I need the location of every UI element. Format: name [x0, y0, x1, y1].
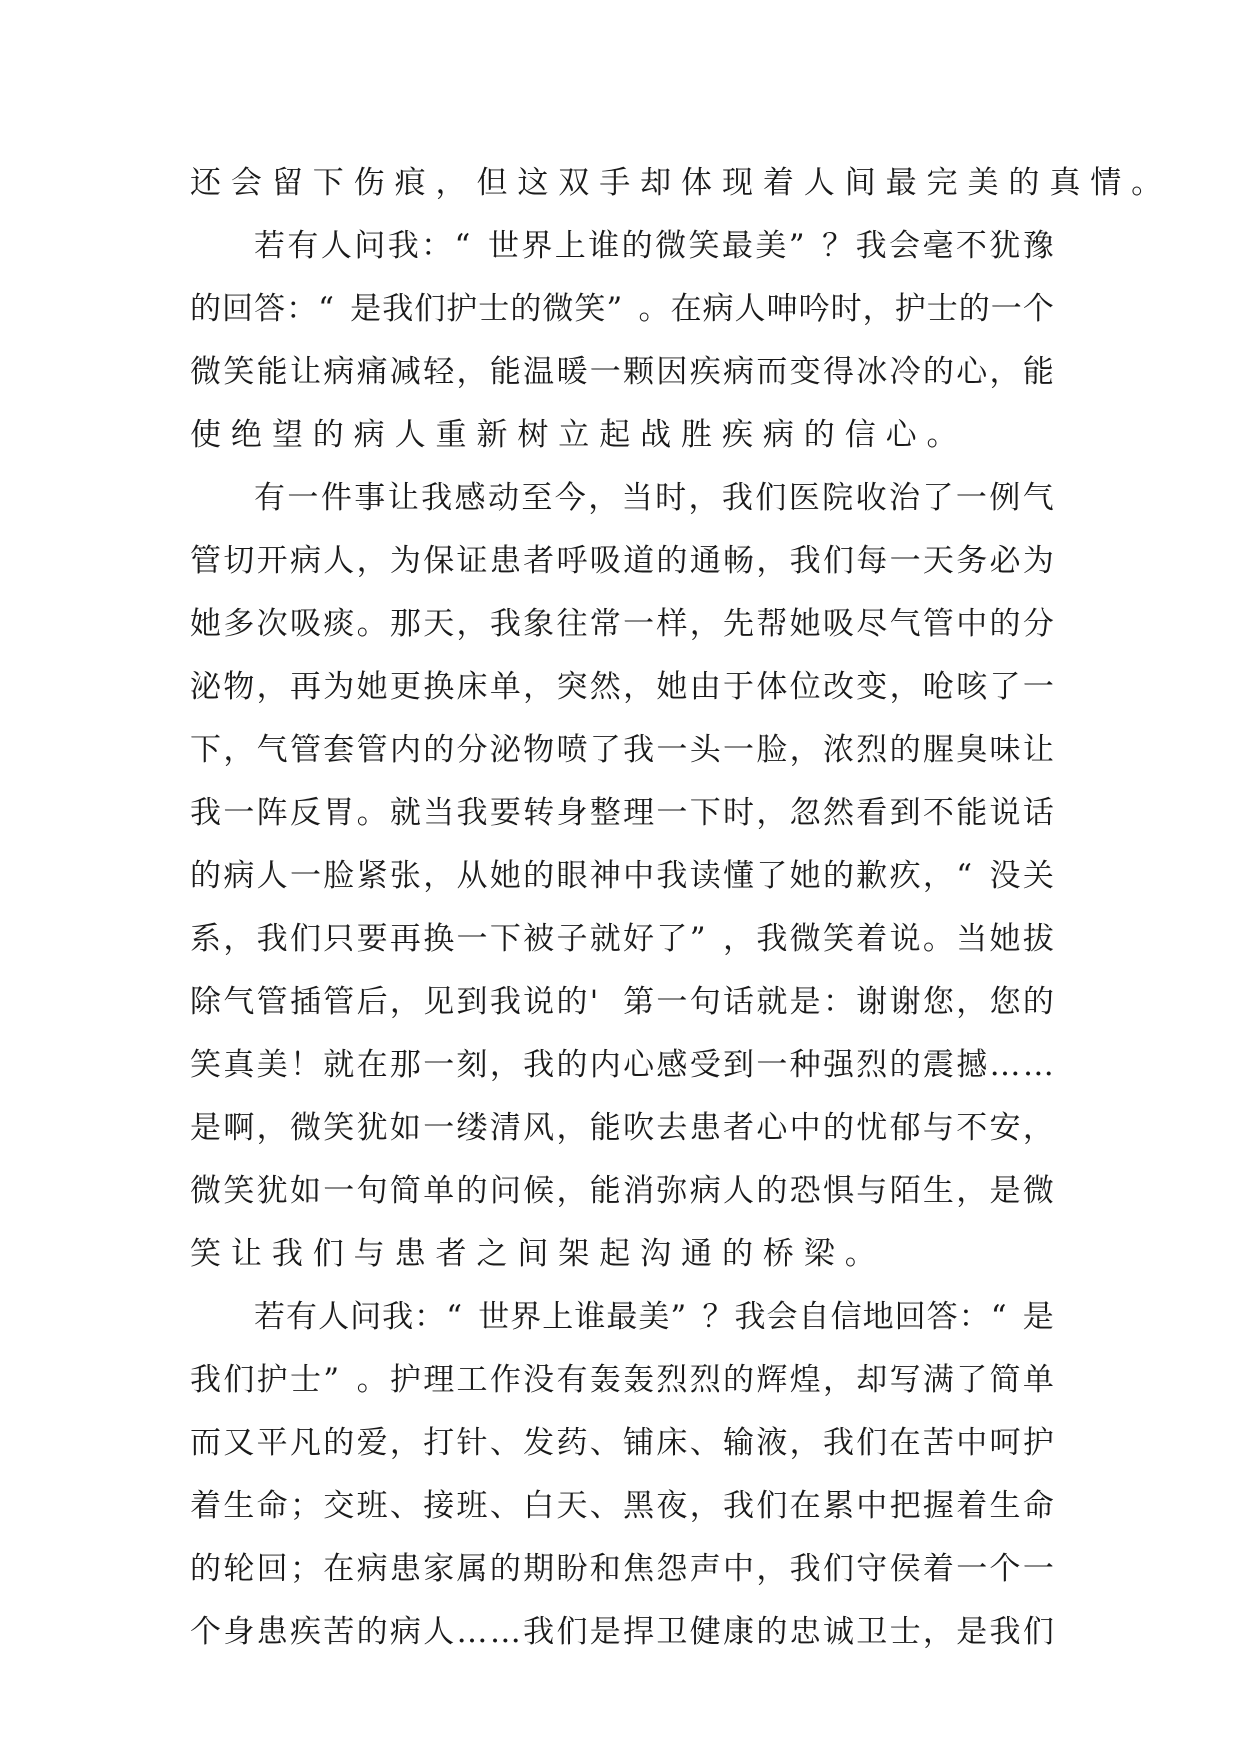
text-line: 微笑能让病痛减轻，能温暖一颗因疾病而变得冰冷的心，能 [190, 354, 1054, 390]
text-line: 的回答：“ 是我们护士的微笑” 。在病人呻吟时，护士的一个 [190, 291, 1054, 327]
text-line: 她多次吸痰。那天，我象往常一样，先帮她吸尽气管中的分 [190, 606, 1054, 642]
paragraph-first-line: 有一件事让我感动至今，当时，我们医院收治了一例气 [254, 480, 1054, 516]
text-line: 管切开病人，为保证患者呼吸道的通畅，我们每一天务必为 [190, 543, 1054, 579]
text-line: 除气管插管后，见到我说的' 第一句话就是：谢谢您，您的 [190, 984, 1054, 1020]
text-line: 还会留下伤痕，但这双手却体现着人间最完美的真情。 [190, 165, 1173, 201]
text-line: 微笑犹如一句简单的问候，能消弥病人的恐惧与陌生，是微 [190, 1173, 1054, 1209]
text-line: 下，气管套管内的分泌物喷了我一头一脸，浓烈的腥臭味让 [190, 732, 1054, 768]
text-line: 的轮回；在病患家属的期盼和焦怨声中，我们守侯着一个一 [190, 1551, 1054, 1587]
text-line: 我一阵反胃。就当我要转身整理一下时，忽然看到不能说话 [190, 795, 1054, 831]
text-line: 而又平凡的爱，打针、发药、铺床、输液，我们在苦中呵护 [190, 1425, 1054, 1461]
text-line: 着生命；交班、接班、白天、黑夜，我们在累中把握着生命 [190, 1488, 1054, 1524]
document-body [190, 152, 1173, 1664]
text-line: 笑真美！就在那一刻，我的内心感受到一种强烈的震撼…… [190, 1047, 1054, 1083]
text-line: 的病人一脸紧张，从她的眼神中我读懂了她的歉疚，“ 没关 [190, 858, 1054, 894]
text-line: 是啊，微笑犹如一缕清风，能吹去患者心中的忧郁与不安， [190, 1110, 1054, 1146]
paragraph-first-line: 若有人问我：“ 世界上谁的微笑最美” ？我会毫不犹豫 [254, 228, 1054, 264]
text-line: 使绝望的病人重新树立起战胜疾病的信心。 [190, 417, 968, 453]
text-line: 个身患疾苦的病人……我们是捍卫健康的忠诚卫士，是我们 [190, 1614, 1054, 1650]
paragraph-first-line: 若有人问我：“ 世界上谁最美” ？我会自信地回答：“ 是 [254, 1299, 1054, 1335]
text-line: 泌物，再为她更换床单，突然，她由于体位改变，呛咳了一 [190, 669, 1054, 705]
text-line: 笑让我们与患者之间架起沟通的桥梁。 [190, 1236, 886, 1272]
text-line: 我们护士” 。护理工作没有轰轰烈烈的辉煌，却写满了简单 [190, 1362, 1054, 1398]
text-line: 系，我们只要再换一下被子就好了” ，我微笑着说。当她拔 [190, 921, 1054, 957]
